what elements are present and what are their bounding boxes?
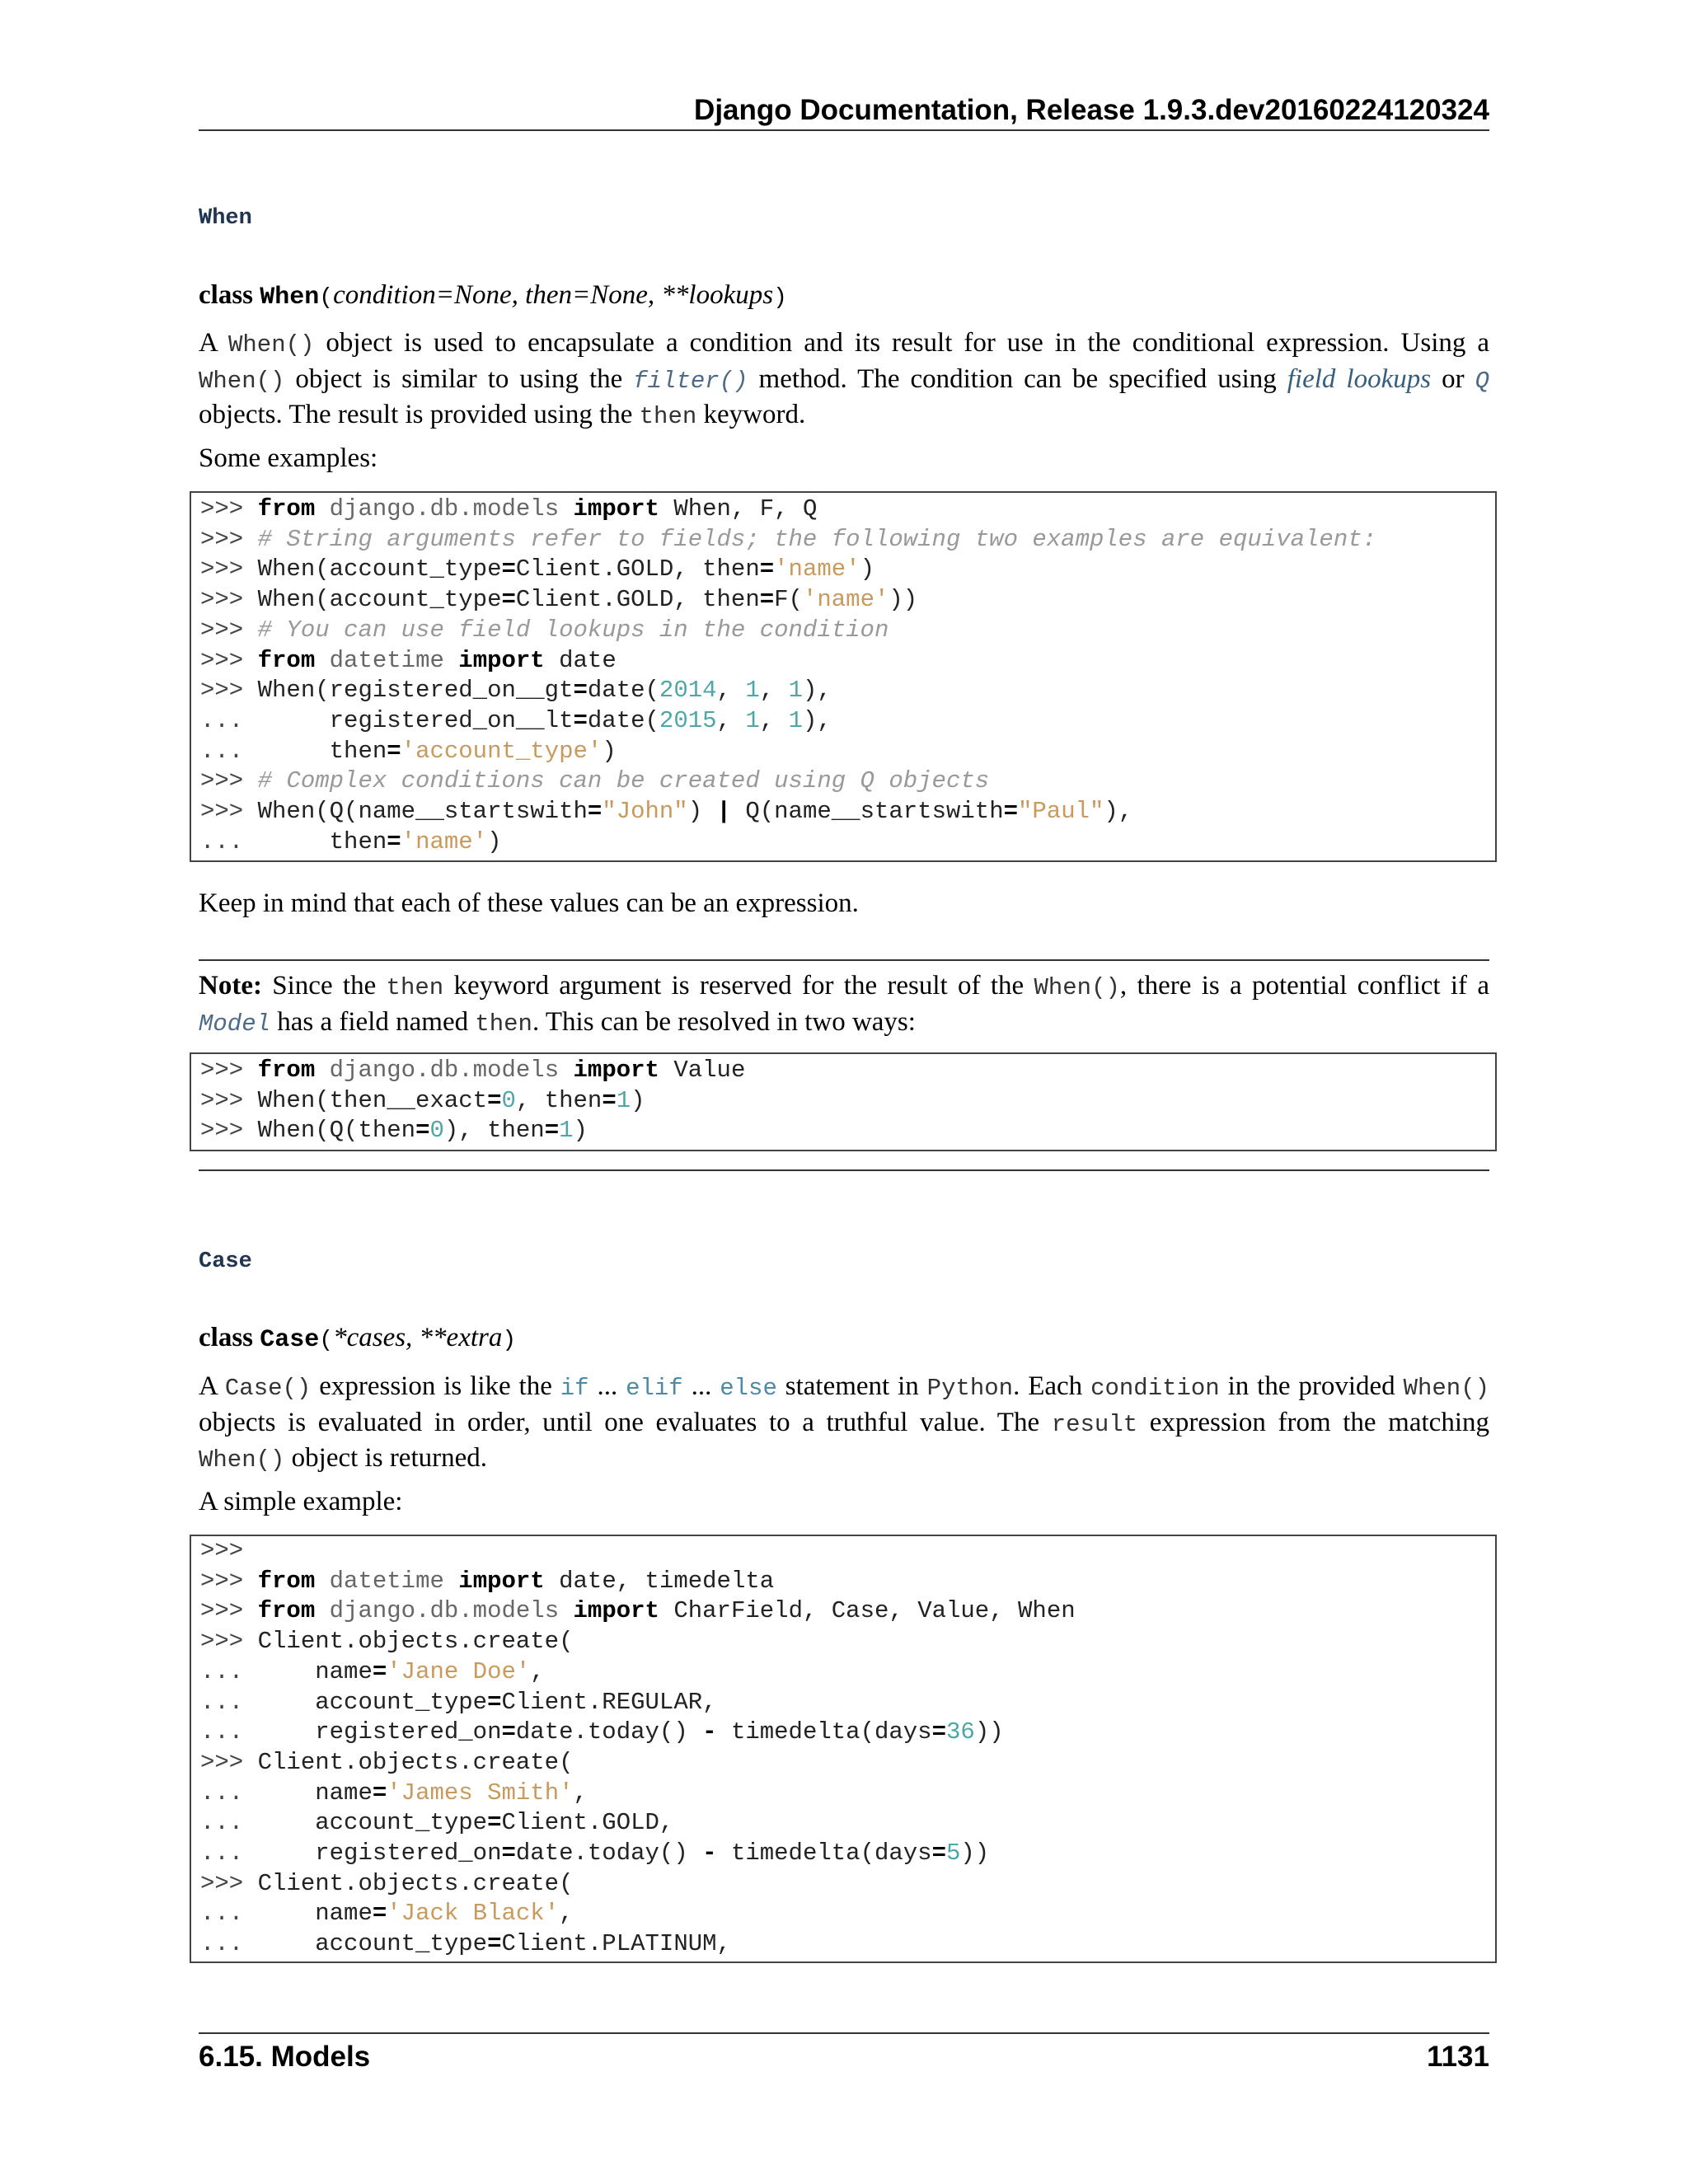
- code-token-op: =: [573, 706, 588, 734]
- model-link[interactable]: Model: [199, 1010, 271, 1038]
- code-token-num: 1: [745, 706, 760, 734]
- code-token-txt: When(Q(then: [257, 1117, 416, 1145]
- code-token-str: "John": [602, 798, 688, 825]
- code-token-txt: ): [687, 798, 717, 825]
- code-token-str: 'name': [802, 586, 889, 614]
- section-heading-when: When: [199, 206, 252, 231]
- code-token-txt: Client.GOLD, then: [515, 586, 760, 614]
- code-token-prompt: >>>: [200, 1057, 258, 1084]
- code-token-kw: import: [573, 495, 659, 523]
- code-line: [200, 1596, 1076, 1627]
- code-token-num: 2015: [659, 706, 717, 734]
- code-line: [200, 1779, 588, 1809]
- field-lookups-link[interactable]: field lookups: [1287, 363, 1432, 394]
- note-label: Note:: [199, 971, 262, 1001]
- code-block-note: [190, 1052, 1497, 1151]
- running-header: Django Documentation, Release 1.9.3.dev20160224120324: [694, 94, 1489, 126]
- code-token-mod: django.db.models: [329, 1057, 560, 1084]
- code-token-op: =: [931, 1840, 946, 1867]
- code-token-txt: Q(name__startswith: [730, 798, 1004, 825]
- code-line: [200, 1899, 574, 1929]
- code-token-prompt: ...: [200, 1840, 258, 1867]
- code-token-prompt: >>>: [200, 586, 258, 614]
- code-token-mod: django.db.models: [329, 495, 560, 523]
- code-token-str: 'name': [774, 555, 860, 583]
- code-token-txt: ),: [802, 706, 832, 734]
- code-token-prompt: >>>: [200, 495, 258, 523]
- code-token-txt: Client.GOLD, then: [515, 555, 760, 583]
- class-signature-case: [199, 1321, 516, 1357]
- code-token-op: =: [487, 1688, 502, 1716]
- code-token-txt: Value: [659, 1057, 746, 1084]
- code-token-txt: Client.objects.create(: [257, 1869, 574, 1897]
- code-token-prompt: >>>: [200, 1869, 258, 1897]
- code-token-txt: then: [257, 827, 387, 855]
- code-token-prompt: ...: [200, 1779, 258, 1807]
- note-paragraph: Note: Since the then keyword argument is reserved for the result of the When(), there is a potential conflict if a Model has a field named then. This can be resolved in two ways:: [199, 971, 1489, 1038]
- code-token-txt: When, F, Q: [659, 495, 818, 523]
- code-token-op: =: [759, 586, 775, 614]
- code-line: [200, 585, 917, 616]
- code-token-kw: import: [458, 1567, 545, 1595]
- class-params: condition=None, then=None, **lookups: [333, 280, 774, 310]
- footer-rule: [199, 2032, 1489, 2034]
- code-token-txt: ,: [716, 677, 746, 705]
- code-block-when-examples: [190, 491, 1497, 862]
- code-token-txt: registered_on: [257, 1718, 502, 1746]
- if-link[interactable]: if: [560, 1375, 589, 1402]
- code-token-txt: registered_on__lt: [257, 706, 574, 734]
- close-paren: ): [773, 285, 787, 311]
- keep-in-mind-text: Keep in mind that each of these values can be an expression.: [199, 888, 859, 918]
- code-line: [200, 1536, 243, 1567]
- code-token-txt: ,: [716, 706, 746, 734]
- header-rule: [199, 129, 1489, 131]
- code-token-op: =: [415, 1117, 430, 1145]
- code-token-txt: [444, 1568, 458, 1595]
- code-token-num: 1: [559, 1117, 574, 1145]
- q-link[interactable]: Q: [1475, 367, 1489, 395]
- code-token-txt: date.today(): [515, 1840, 703, 1867]
- code-token-op: =: [1003, 798, 1018, 825]
- code-token-op: =: [501, 586, 516, 614]
- code-token-txt: ,: [759, 677, 789, 705]
- code-token-num: 1: [616, 1086, 631, 1114]
- code-token-op: =: [372, 1779, 387, 1807]
- code-token-txt: When(Q(name__startswith: [257, 798, 588, 825]
- code-token-txt: ,: [559, 1900, 574, 1928]
- code-token-txt: ),: [1104, 798, 1133, 825]
- code-token-txt: name: [257, 1657, 373, 1685]
- code-token-txt: [315, 1057, 329, 1084]
- filter-link[interactable]: filter(): [633, 367, 748, 395]
- code-token-txt: ,: [573, 1779, 588, 1807]
- note-bottom-rule: [199, 1169, 1489, 1171]
- code-token-txt: Client.PLATINUM,: [501, 1930, 731, 1958]
- code-token-txt: ): [487, 827, 502, 855]
- code-token-txt: [444, 647, 458, 674]
- code-token-mod: datetime: [329, 1567, 444, 1595]
- code-line: [200, 706, 832, 737]
- class-signature-when: [199, 279, 787, 315]
- code-token-txt: account_type: [257, 1930, 488, 1958]
- open-paren: (: [319, 1328, 334, 1353]
- code-line: [200, 1718, 1004, 1748]
- code-token-num: 1: [788, 706, 803, 734]
- code-token-txt: ): [573, 1117, 588, 1145]
- code-token-prompt: >>>: [200, 1628, 258, 1656]
- code-token-txt: F(: [774, 586, 803, 614]
- code-token-txt: ): [631, 1086, 645, 1114]
- code-line: [200, 1839, 989, 1869]
- code-token-prompt: >>>: [200, 677, 258, 705]
- code-token-op: |: [716, 798, 731, 825]
- code-token-txt: When(registered_on__gt: [257, 677, 574, 705]
- code-token-prompt: ...: [200, 737, 258, 765]
- code-token-txt: When(account_type: [257, 555, 502, 583]
- section-heading-case: Case: [199, 1249, 252, 1274]
- code-token-str: 'James Smith': [387, 1779, 574, 1807]
- some-examples-label: Some examples:: [199, 443, 378, 473]
- code-token-str: 'account_type': [401, 737, 603, 765]
- code-token-kw: from: [257, 1057, 316, 1084]
- code-token-txt: [559, 495, 573, 523]
- close-paren: ): [502, 1328, 517, 1353]
- code-token-prompt: >>>: [200, 555, 258, 583]
- code-token-prompt: ...: [200, 706, 258, 734]
- code-line: [200, 1116, 588, 1146]
- code-token-str: 'Jane Doe': [387, 1657, 531, 1685]
- code-token-prompt: >>>: [200, 798, 258, 825]
- code-token-txt: [315, 1568, 329, 1595]
- code-token-num: 1: [745, 677, 760, 705]
- class-params: *cases, **extra: [333, 1323, 503, 1352]
- code-token-prompt: >>>: [200, 1567, 258, 1595]
- simple-example-label: A simple example:: [199, 1487, 403, 1516]
- code-token-prompt: >>>: [200, 646, 258, 674]
- code-token-str: 'Jack Black': [387, 1900, 560, 1928]
- code-token-op: -: [702, 1718, 717, 1746]
- code-token-prompt: ...: [200, 1809, 258, 1837]
- code-token-txt: ),: [802, 677, 832, 705]
- code-token-str: "Paul": [1018, 798, 1104, 825]
- code-token-kw: from: [257, 1597, 316, 1625]
- code-token-txt: ), then: [443, 1117, 545, 1145]
- code-token-txt: ,: [759, 706, 789, 734]
- code-token-op: =: [487, 1930, 502, 1958]
- code-token-txt: ,: [530, 1657, 545, 1685]
- code-token-op: -: [702, 1840, 717, 1867]
- code-token-num: 36: [946, 1718, 975, 1746]
- code-line: [200, 766, 989, 797]
- code-token-txt: timedelta(days: [716, 1718, 932, 1746]
- code-token-op: =: [587, 798, 603, 825]
- code-token-op: =: [759, 555, 775, 583]
- note-top-rule: [199, 959, 1489, 961]
- page-number: 1131: [1427, 2041, 1489, 2073]
- code-token-op: =: [387, 827, 401, 855]
- code-token-prompt: >>>: [200, 1086, 258, 1114]
- code-token-txt: Client.REGULAR,: [501, 1688, 717, 1716]
- code-token-txt: Client.GOLD,: [501, 1809, 674, 1837]
- code-token-prompt: >>>: [200, 1597, 258, 1625]
- code-token-num: 2014: [659, 677, 717, 705]
- code-line: [200, 1688, 717, 1718]
- code-token-kw: from: [257, 1567, 316, 1595]
- code-token-op: =: [501, 1840, 516, 1867]
- code-token-prompt: ...: [200, 1900, 258, 1928]
- code-line: [200, 1086, 645, 1117]
- code-line: [200, 1657, 545, 1688]
- code-token-txt: name: [257, 1779, 373, 1807]
- code-token-txt: [315, 495, 329, 523]
- code-token-com: # You can use field lookups in the condition: [257, 616, 889, 644]
- code-line: [200, 827, 502, 858]
- code-line: [200, 555, 874, 585]
- code-token-txt: [315, 1597, 329, 1624]
- footer-section-title: 6.15. Models: [199, 2041, 371, 2073]
- code-token-prompt: ...: [200, 1718, 258, 1746]
- code-line: [200, 737, 617, 767]
- code-token-prompt: >>>: [200, 767, 258, 795]
- class-name: Case: [260, 1326, 320, 1354]
- code-token-num: 0: [501, 1086, 516, 1114]
- open-paren: (: [319, 285, 334, 311]
- code-token-mod: datetime: [329, 646, 444, 674]
- code-token-txt: date, timedelta: [544, 1567, 775, 1595]
- code-token-txt: When(then__exact: [257, 1086, 488, 1114]
- code-token-prompt: >>>: [200, 1748, 258, 1776]
- code-line: [200, 1056, 745, 1086]
- code-token-prompt: >>>: [200, 1117, 258, 1145]
- code-token-txt: [559, 1597, 573, 1624]
- code-token-txt: )): [974, 1718, 1004, 1746]
- code-token-op: =: [487, 1809, 502, 1837]
- code-token-op: =: [501, 1718, 516, 1746]
- code-token-op: =: [931, 1718, 946, 1746]
- code-token-txt: )): [889, 586, 918, 614]
- code-token-txt: Client.objects.create(: [257, 1748, 574, 1776]
- code-token-kw: from: [257, 495, 316, 523]
- code-token-txt: date: [544, 646, 617, 674]
- code-line: [200, 676, 832, 706]
- case-description: A Case() expression is like the if ... elif ... else statement in Python. Each condition in the provided When() objects is evaluated in order, until one evaluates to a truthful value. The result expression from the matching When() object is returned.: [199, 1371, 1489, 1474]
- code-token-mod: django.db.models: [329, 1597, 560, 1625]
- code-line: [200, 1808, 673, 1839]
- code-line: [200, 494, 817, 525]
- code-line: [200, 1869, 574, 1900]
- code-token-kw: import: [573, 1057, 659, 1084]
- code-token-op: =: [501, 555, 516, 583]
- code-token-num: 0: [429, 1117, 444, 1145]
- code-token-op: =: [573, 677, 588, 705]
- when-description: A When() object is used to encapsulate a condition and its result for use in the conditional expression. Using a When() object is similar to using the filter() method. The condition can be specified using field lookups or Q objects. The result is provided using the then keyword.: [199, 328, 1490, 430]
- code-token-op: =: [387, 737, 401, 765]
- code-token-txt: , then: [515, 1086, 603, 1114]
- code-token-num: 1: [788, 677, 803, 705]
- code-token-txt: ): [860, 555, 874, 583]
- code-block-case-example: [190, 1535, 1497, 1963]
- code-token-prompt: ...: [200, 1930, 258, 1958]
- code-token-txt: Client.objects.create(: [257, 1628, 574, 1656]
- code-token-op: =: [602, 1086, 617, 1114]
- code-token-txt: When(account_type: [257, 586, 502, 614]
- code-token-txt: date.today(): [515, 1718, 703, 1746]
- code-line: [200, 616, 889, 646]
- code-token-op: =: [544, 1117, 560, 1145]
- code-token-txt: timedelta(days: [716, 1840, 932, 1867]
- code-token-com: # Complex conditions can be created using Q objects: [257, 767, 990, 795]
- class-keyword: class: [199, 1323, 253, 1352]
- code-token-prompt: ...: [200, 827, 258, 855]
- class-keyword: class: [199, 280, 253, 310]
- code-token-num: 5: [946, 1840, 961, 1867]
- code-token-txt: then: [257, 737, 387, 765]
- code-token-kw: import: [458, 646, 545, 674]
- code-token-txt: date(: [587, 706, 659, 734]
- code-token-kw: from: [257, 646, 316, 674]
- else-link[interactable]: else: [720, 1375, 777, 1402]
- code-token-str: 'name': [401, 827, 488, 855]
- code-token-txt: [315, 647, 329, 674]
- code-line: [200, 797, 1132, 827]
- code-token-txt: CharField, Case, Value, When: [659, 1597, 1076, 1625]
- code-token-prompt: >>>: [200, 1537, 244, 1564]
- code-token-txt: name: [257, 1900, 373, 1928]
- class-name: When: [260, 284, 320, 312]
- code-line: [200, 1627, 574, 1657]
- elif-link[interactable]: elif: [626, 1375, 683, 1402]
- code-line: [200, 646, 617, 677]
- code-token-kw: import: [573, 1597, 659, 1625]
- code-token-prompt: >>>: [200, 525, 258, 553]
- code-token-txt: date(: [587, 677, 659, 705]
- code-token-txt: registered_on: [257, 1840, 502, 1867]
- code-line: [200, 525, 1376, 555]
- code-token-prompt: ...: [200, 1657, 258, 1685]
- code-token-txt: )): [960, 1840, 990, 1867]
- code-token-com: # String arguments refer to fields; the following two examples are equivalent:: [257, 525, 1377, 553]
- code-token-txt: [559, 1057, 573, 1084]
- code-line: [200, 1567, 774, 1597]
- code-token-op: =: [372, 1657, 387, 1685]
- code-line: [200, 1748, 574, 1779]
- code-token-prompt: >>>: [200, 616, 258, 644]
- code-token-op: =: [487, 1086, 502, 1114]
- code-token-op: =: [372, 1900, 387, 1928]
- code-token-txt: account_type: [257, 1688, 488, 1716]
- code-token-txt: ): [602, 737, 617, 765]
- code-token-prompt: ...: [200, 1688, 258, 1716]
- code-token-txt: account_type: [257, 1809, 488, 1837]
- code-line: [200, 1929, 731, 1960]
